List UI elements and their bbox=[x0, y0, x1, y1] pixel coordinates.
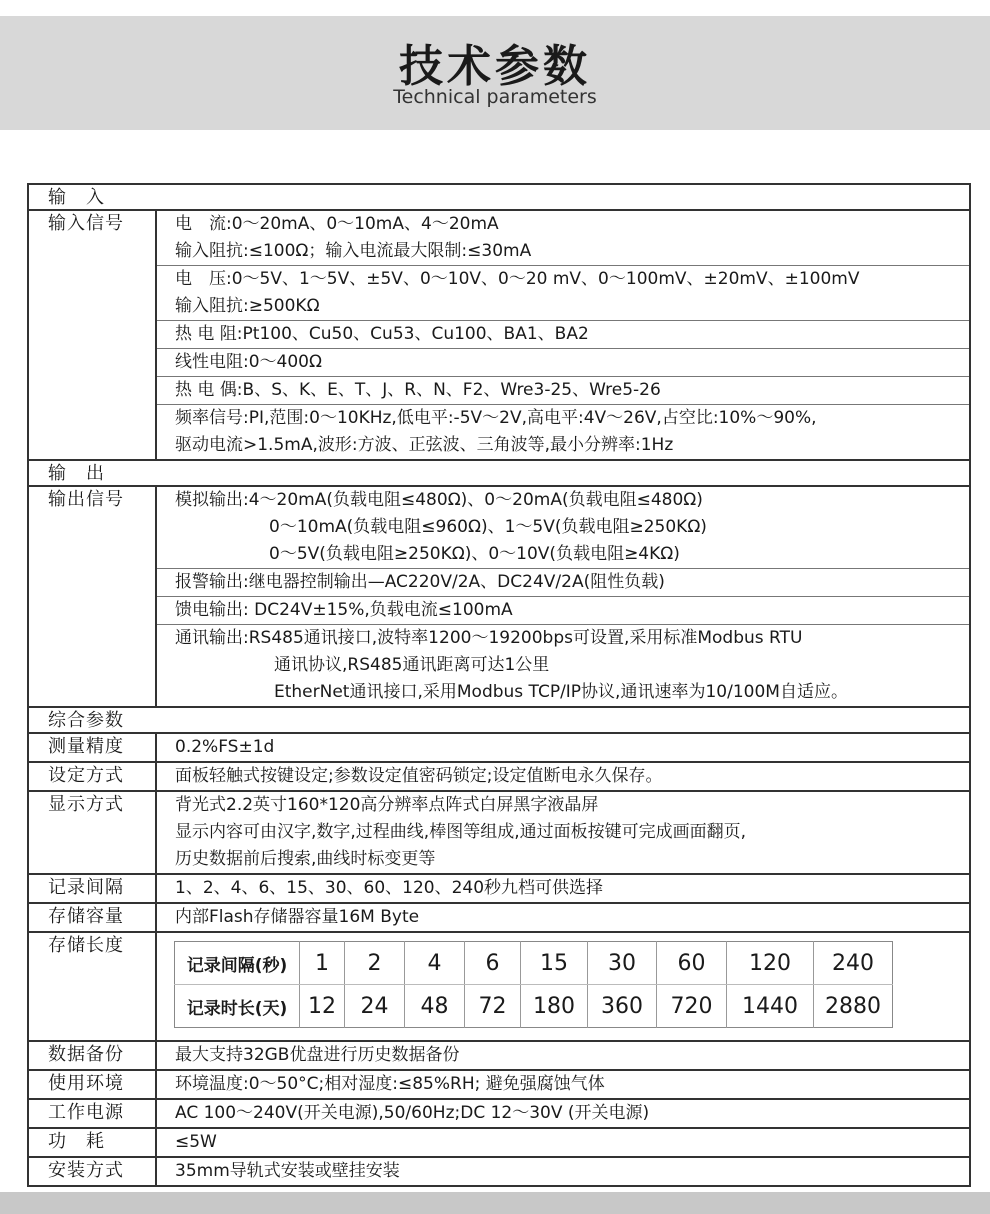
text-line: 35mm导轨式安装或壁挂安装 bbox=[175, 1161, 400, 1181]
row-value bbox=[157, 1042, 969, 1069]
row-label: 数据备份 bbox=[29, 1042, 157, 1069]
row-label: 安装方式 bbox=[29, 1158, 157, 1185]
row-value bbox=[157, 734, 969, 761]
row-value bbox=[157, 875, 969, 902]
value-thermocouple bbox=[157, 377, 969, 405]
row-label: 使用环境 bbox=[29, 1071, 157, 1098]
text-line: 历史数据前后搜索,曲线时标变更等 bbox=[175, 849, 436, 869]
row-value bbox=[157, 792, 969, 873]
text-line: 驱动电流>1.5mA,波形:方波、正弦波、三角波等,最小分辨率:1Hz bbox=[175, 435, 674, 455]
section-output: 输 出 bbox=[29, 461, 969, 487]
text-line: 热 电 阻:Pt100、Cu50、Cu53、Cu100、BA1、BA2 bbox=[175, 324, 589, 344]
row-value bbox=[157, 933, 969, 1040]
row-install bbox=[29, 1158, 969, 1185]
text-line: 面板轻触式按键设定;参数设定值密码锁定;设定值断电永久保存。 bbox=[175, 766, 663, 786]
text-line: 热 电 偶:B、S、K、E、T、J、R、N、F2、Wre3-25、Wre5-26 bbox=[175, 380, 661, 400]
storage-row-duration bbox=[175, 985, 893, 1028]
text-line: 报警输出:继电器控制输出—AC220V/2A、DC24V/2A(阻性负载) bbox=[175, 572, 665, 592]
text-line: 内部Flash存储器容量16M Byte bbox=[175, 907, 420, 927]
spec-table bbox=[27, 183, 971, 1187]
row-label: 存储容量 bbox=[29, 904, 157, 931]
storage-cell: 72 bbox=[465, 985, 521, 1028]
text-line: 环境温度:0～50°C;相对湿度:≤85%RH; 避免强腐蚀气体 bbox=[175, 1074, 605, 1094]
storage-cell: 15 bbox=[521, 942, 588, 985]
text-line: 通讯输出:RS485通讯接口,波特率1200～19200bps可设置,采用标准Modbus RTU bbox=[175, 628, 803, 648]
page-title: 技术参数 bbox=[399, 41, 591, 92]
row-value bbox=[157, 1100, 969, 1127]
row-interval bbox=[29, 875, 969, 904]
row-label: 输出信号 bbox=[29, 487, 157, 706]
text-line: 输入阻抗:≤100Ω；输入电流最大限制:≤30mA bbox=[175, 241, 532, 261]
storage-cell: 30 bbox=[588, 942, 657, 985]
row-value bbox=[157, 763, 969, 790]
text-line: AC 100～240V(开关电源),50/60Hz;DC 12～30V (开关电源) bbox=[175, 1103, 650, 1123]
storage-cell: 60 bbox=[657, 942, 727, 985]
row-label: 输入信号 bbox=[29, 211, 157, 459]
row-storage-length bbox=[29, 933, 969, 1042]
top-strip bbox=[0, 0, 990, 16]
page-subtitle: Technical parameters bbox=[393, 86, 597, 108]
row-value bbox=[157, 1071, 969, 1098]
row-value bbox=[157, 1129, 969, 1156]
row-value bbox=[157, 487, 969, 706]
storage-cell: 360 bbox=[588, 985, 657, 1028]
row-label: 功 耗 bbox=[29, 1129, 157, 1156]
row-display bbox=[29, 792, 969, 875]
text-line: 显示内容可由汉字,数字,过程曲线,棒图等组成,通过面板按键可完成画面翻页, bbox=[175, 822, 747, 842]
storage-row-interval bbox=[175, 942, 893, 985]
value-feed bbox=[157, 597, 969, 625]
row-backup bbox=[29, 1042, 969, 1071]
storage-cell: 720 bbox=[657, 985, 727, 1028]
storage-cell: 12 bbox=[300, 985, 345, 1028]
text-line: 0～5V(负载电阻≥250KΩ)、0～10V(负载电阻≥4KΩ) bbox=[269, 544, 680, 564]
value-current bbox=[157, 211, 969, 266]
storage-length-table bbox=[174, 941, 893, 1028]
row-value bbox=[157, 211, 969, 459]
storage-cell: 24 bbox=[345, 985, 405, 1028]
value-alarm bbox=[157, 569, 969, 597]
value-frequency bbox=[157, 405, 969, 459]
text-line: 1、2、4、6、15、30、60、120、240秒九档可供选择 bbox=[175, 878, 604, 898]
text-line: 输入阻抗:≥500KΩ bbox=[175, 296, 320, 316]
row-power bbox=[29, 1100, 969, 1129]
row-label: 设定方式 bbox=[29, 763, 157, 790]
row-label: 显示方式 bbox=[29, 792, 157, 873]
text-line: 电 压:0～5V、1～5V、±5V、0～10V、0～20 mV、0～100mV、±20mV、±100mV bbox=[175, 269, 860, 289]
section-general: 综合参数 bbox=[29, 708, 969, 734]
row-output-signal bbox=[29, 487, 969, 708]
row-value bbox=[157, 904, 969, 931]
value-comm bbox=[157, 625, 969, 706]
storage-cell: 1440 bbox=[727, 985, 814, 1028]
storage-cell: 2880 bbox=[814, 985, 893, 1028]
value-analog bbox=[157, 487, 969, 569]
row-input-signal bbox=[29, 211, 969, 461]
text-line: 最大支持32GB优盘进行历史数据备份 bbox=[175, 1045, 460, 1065]
row-label: 记录间隔 bbox=[29, 875, 157, 902]
row-setting bbox=[29, 763, 969, 792]
row-label: 存储长度 bbox=[29, 933, 157, 1040]
row-value bbox=[157, 1158, 969, 1185]
storage-cell: 2 bbox=[345, 942, 405, 985]
storage-head-interval: 记录间隔(秒) bbox=[175, 942, 300, 985]
bottom-strip bbox=[0, 1192, 990, 1214]
storage-cell: 240 bbox=[814, 942, 893, 985]
storage-cell: 1 bbox=[300, 942, 345, 985]
value-voltage bbox=[157, 266, 969, 321]
storage-cell: 180 bbox=[521, 985, 588, 1028]
row-label: 测量精度 bbox=[29, 734, 157, 761]
text-line: 背光式2.2英寸160*120高分辨率点阵式白屏黑字液晶屏 bbox=[175, 795, 599, 815]
storage-cell: 6 bbox=[465, 942, 521, 985]
row-capacity bbox=[29, 904, 969, 933]
row-label: 工作电源 bbox=[29, 1100, 157, 1127]
text-line: ≤5W bbox=[175, 1132, 217, 1152]
text-line: 频率信号:PI,范围:0～10KHz,低电平:-5V～2V,高电平:4V～26V,占空比:10%～90%, bbox=[175, 408, 817, 428]
row-consumption bbox=[29, 1129, 969, 1158]
row-environment bbox=[29, 1071, 969, 1100]
text-line: 0.2%FS±1d bbox=[175, 737, 275, 757]
storage-cell: 120 bbox=[727, 942, 814, 985]
row-accuracy bbox=[29, 734, 969, 763]
text-line: 馈电输出: DC24V±15%,负载电流≤100mA bbox=[175, 600, 513, 620]
value-linear bbox=[157, 349, 969, 377]
text-line: 通讯协议,RS485通讯距离可达1公里 bbox=[274, 655, 550, 675]
text-line: 0～10mA(负载电阻≤960Ω)、1～5V(负载电阻≥250KΩ) bbox=[269, 517, 707, 537]
text-line: 模拟输出:4～20mA(负载电阻≤480Ω)、0～20mA(负载电阻≤480Ω) bbox=[175, 490, 703, 510]
value-rtd bbox=[157, 321, 969, 349]
text-line: EtherNet通讯接口,采用Modbus TCP/IP协议,通讯速率为10/100M自适应。 bbox=[274, 682, 848, 702]
text-line: 线性电阻:0～400Ω bbox=[175, 352, 322, 372]
storage-head-duration: 记录时长(天) bbox=[175, 985, 300, 1028]
section-input: 输 入 bbox=[29, 185, 969, 211]
storage-cell: 48 bbox=[405, 985, 465, 1028]
storage-cell: 4 bbox=[405, 942, 465, 985]
text-line: 电 流:0～20mA、0～10mA、4～20mA bbox=[175, 214, 499, 234]
